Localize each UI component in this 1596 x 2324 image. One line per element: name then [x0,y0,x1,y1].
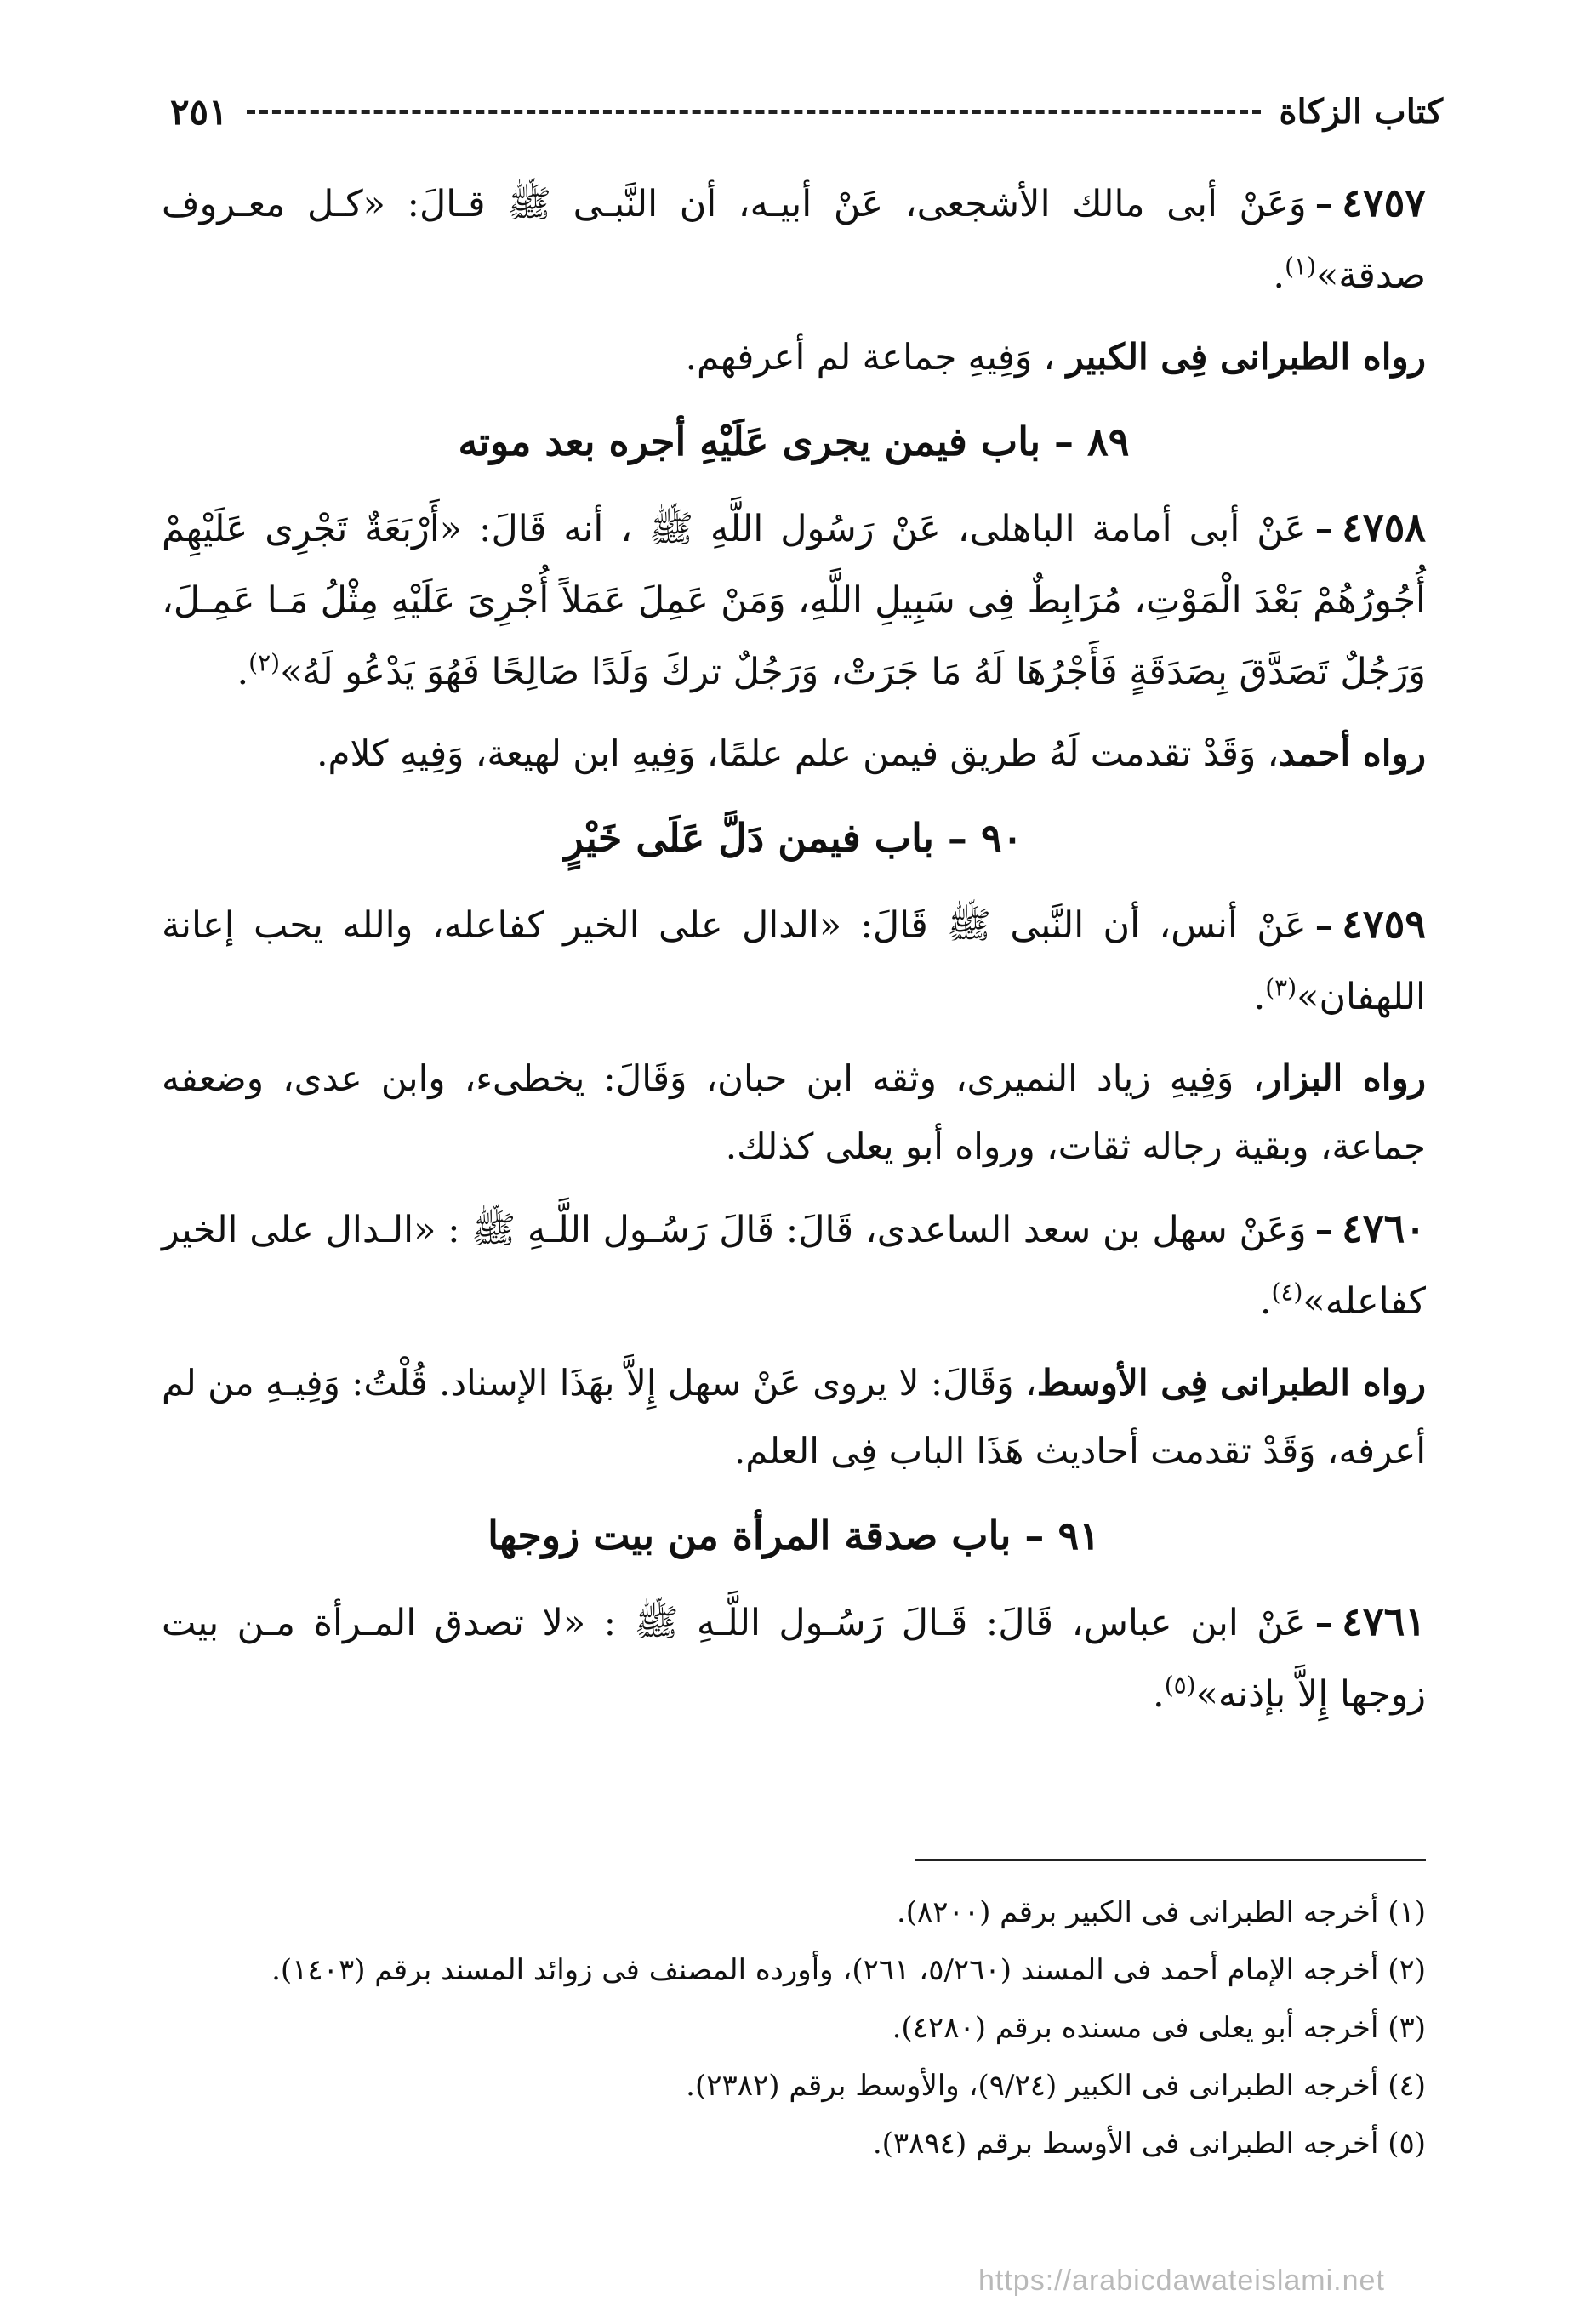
takhrij-source: رواه الطبرانى فِى الكبير [1066,336,1426,378]
takhrij-text: ، وَقَدْ تقدمت لَهُ طريق فيمن علم علمًا، وَفِيهِ ابن لهيعة، وَفِيهِ كلام. [316,732,1280,774]
footnote-marker: (٢) [248,648,281,677]
hadith-number: ٤٧٥٧ [1342,179,1426,225]
takhrij-source: رواه الطبرانى فِى الأوسط [1036,1362,1426,1404]
chapter-title: كتاب الزكاة [1279,91,1443,132]
takhrij-text: ، وَفِيهِ جماعة لم أعرفهم. [685,336,1056,378]
takhrij-4760 [162,1349,1426,1485]
takhrij-source: رواه أحمد [1279,732,1426,774]
hadith-4757: ٤٧٥٧–وَعَنْ أبى مالك الأشجعى، عَنْ أبيـه، أن النَّبـى ﷺ قـالَ: «كـل معـروف صدقة»$^{(١)}$. [162,179,1426,297]
hadith-4761: ٤٧٦١–عَنْ ابن عباس، قَالَ: قَـالَ رَسُـول اللَّـهِ ﷺ : «لا تصدق المـرأة مـن بيت زوجها إِلاَّ بإذنه»$^{(٥)}$. [162,1598,1426,1716]
hadith-dash: – [1314,183,1334,225]
hadith-number: ٤٧٥٩ [1342,901,1426,947]
footnote-4: (٤) أخرجه الطبرانى فى الكبير (٩/٢٤)، والأوسط برقم (٢٣٨٢). [686,2069,1426,2103]
section-heading-91: ٩١ – باب صدقة المرأة من بيت زوجها [487,1512,1100,1558]
hadith-text: وَعَنْ سهل بن سعد الساعدى، قَالَ: قَالَ رَسُـول اللَّـهِ ﷺ : «الـدال على الخير كفاعله» [162,1209,1426,1323]
hadith-text: عَنْ أنس، أن النَّبى ﷺ قَالَ: «الدال على الخير كفاعله، والله يحب إعانة اللهفان» [162,904,1426,1018]
site-watermark: https://arabicdawateislami.net [978,2264,1385,2297]
takhrij-source: رواه البزار [1264,1057,1427,1099]
takhrij-4758 [162,720,1426,788]
hadith-dash: – [1314,508,1334,550]
footnotes [162,1887,1426,2176]
footnote-3: (٣) أخرجه أبو يعلى فى مسنده برقم (٤٢٨٠). [892,2011,1426,2045]
footnote-2: (٢) أخرجه الإمام أحمد فى المسند (٥/٢٦٠، ٢٦١)، وأورده المصنف فى زوائد المسند برقم (١٤٠٣). [271,1953,1426,1987]
hadith-4759: ٤٧٥٩–عَنْ أنس، أن النَّبى ﷺ قَالَ: «الدال على الخير كفاعله، والله يحب إعانة اللهفان»$^{(٣)}$. [162,901,1426,1018]
footnote-5: (٥) أخرجه الطبرانى فى الأوسط برقم (٣٨٩٤). [872,2127,1426,2161]
takhrij-4759 [162,1045,1426,1181]
hadith-text: عَنْ أبى أمامة الباهلى، عَنْ رَسُول اللَّهِ ﷺ ، أنه قَالَ: «أَرْبَعَةٌ تَجْرِى عَلَيْهِمْ أُجُورُهُمْ بَعْدَ الْمَوْتِ، مُرَابِطٌ فِى سَبِيلِ اللَّهِ، وَمَنْ عَمِلَ عَمَلاً أُجْرِىَ عَلَيْهِ مِثْلُ مَـا عَمِـلَ، وَرَجُلٌ تَصَدَّقَ بِصَدَقَةٍ فَأَجْرُهَا لَهُ مَا جَرَتْ، وَرَجُلٌ تركَ وَلَدًا صَالِحًا فَهُوَ يَدْعُو لَهُ» [162,508,1426,693]
section-heading-89: ٨٩ – باب فيمن يجرى عَلَيْهِ أجره بعد موته [458,419,1130,464]
hadith-4758: ٤٧٥٨–عَنْ أبى أمامة الباهلى، عَنْ رَسُول اللَّهِ ﷺ ، أنه قَالَ: «أَرْبَعَةٌ تَجْرِى عَلَيْهِمْ أُجُورُهُمْ بَعْدَ الْمَوْتِ، مُرَابِطٌ فِى سَبِيلِ اللَّهِ، وَمَنْ عَمِلَ عَمَلاً أُجْرِىَ عَلَيْهِ مِثْلُ مَـا عَمِـلَ، وَرَجُلٌ تَصَدَّقَ بِصَدَقَةٍ فَأَجْرُهَا لَهُ مَا جَرَتْ، وَرَجُلٌ تركَ وَلَدًا صَالِحًا فَهُوَ يَدْعُو لَهُ»$^{(٢)}$. [162,504,1426,693]
page-body [162,167,1426,1742]
footnote-1: (١) أخرجه الطبرانى فى الكبير برقم (٨٢٠٠). [896,1895,1426,1929]
footnote-marker: (٣) [1265,973,1297,1002]
hadith-dash: – [1314,904,1334,947]
footnote-marker: (١) [1285,252,1316,281]
hadith-dash: – [1314,1209,1334,1251]
page-number: ٢٥١ [170,90,228,133]
hadith-dash: – [1314,1602,1334,1644]
hadith-number: ٤٧٦٠ [1342,1205,1426,1251]
hadith-text: وَعَنْ أبى مالك الأشجعى، عَنْ أبيـه، أن النَّبـى ﷺ قـالَ: «كـل معـروف صدقة» [162,183,1426,297]
section-heading-90: ٩٠ – باب فيمن دَلَّ عَلَى خَيْرٍ [564,815,1023,861]
takhrij-text: ، وَقَالَ: لا يروى عَنْ سهل إِلاَّ بهَذَا الإسناد. قُلْتُ: وَفِيـهِ من لم أعرفه، وَقَدْ تقدمت أحاديث هَذَا الباب فِى العلم. [162,1362,1426,1472]
takhrij-text: ، وَفِيهِ زياد النميرى، وثقه ابن حبان، وَقَالَ: يخطىء، وابن عدى، وضعفه جماعة، وبقية رجاله ثقات، ورواه أبو يعلى كذلك. [162,1057,1426,1167]
hadith-number: ٤٧٥٨ [1342,504,1426,550]
footnote-separator [915,1859,1426,1861]
hadith-4760: ٤٧٦٠–وَعَنْ سهل بن سعد الساعدى، قَالَ: قَالَ رَسُـول اللَّـهِ ﷺ : «الـدال على الخير كفاعله»$^{(٤)}$. [162,1205,1426,1323]
footnote-marker: (٥) [1164,1671,1196,1700]
hadith-number: ٤٧٦١ [1342,1598,1426,1644]
page-header [170,73,1443,150]
header-divider [247,110,1261,114]
footnote-marker: (٤) [1271,1278,1303,1307]
takhrij-4757 [162,323,1426,391]
hadith-text: عَنْ ابن عباس، قَالَ: قَـالَ رَسُـول اللَّـهِ ﷺ : «لا تصدق المـرأة مـن بيت زوجها إِلاَّ بإذنه» [162,1602,1426,1716]
